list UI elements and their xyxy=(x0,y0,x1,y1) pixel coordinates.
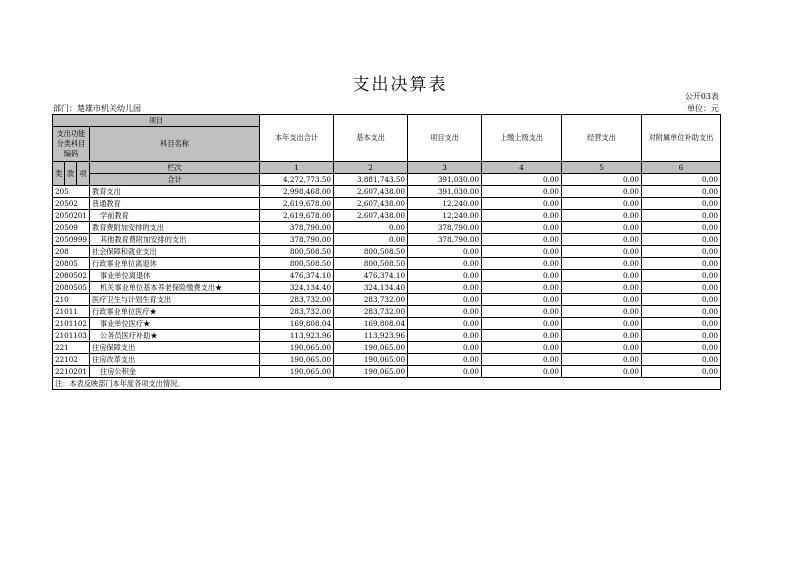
table-row xyxy=(53,354,721,366)
row-name: 公务员医疗补助★ xyxy=(90,330,260,342)
header-row-lanci xyxy=(53,162,721,174)
row-upper: 0.00 xyxy=(482,258,562,270)
row-project: 378,790.00 xyxy=(408,234,482,246)
row-basic: 800,508.50 xyxy=(334,246,408,258)
row-basic: 2,607,438.00 xyxy=(334,186,408,198)
row-subsidy: 0.00 xyxy=(642,198,721,210)
row-total: 190,065.00 xyxy=(260,366,334,378)
table-row xyxy=(53,306,721,318)
total-label: 合计 xyxy=(90,174,260,186)
row-basic: 0.00 xyxy=(334,222,408,234)
row-name: 教育支出 xyxy=(90,186,260,198)
table-row xyxy=(53,342,721,354)
row-upper: 0.00 xyxy=(482,270,562,282)
row-basic: 190,065.00 xyxy=(334,354,408,366)
row-code: 221 xyxy=(53,342,90,354)
table-row xyxy=(53,282,721,294)
row-project: 391,030.00 xyxy=(408,186,482,198)
row-operate: 0.00 xyxy=(562,354,642,366)
row-upper: 0.00 xyxy=(482,246,562,258)
row-project: 0.00 xyxy=(408,246,482,258)
row-project: 0.00 xyxy=(408,318,482,330)
row-operate: 0.00 xyxy=(562,282,642,294)
total-basic: 3,881,743.50 xyxy=(334,174,408,186)
row-name: 行政事业单位医疗★ xyxy=(90,306,260,318)
row-upper: 0.00 xyxy=(482,234,562,246)
row-project: 0.00 xyxy=(408,294,482,306)
col-num-2: 2 xyxy=(334,162,408,174)
row-subsidy: 0.00 xyxy=(642,282,721,294)
header-col-total: 本年支出合计 xyxy=(260,115,334,162)
row-upper: 0.00 xyxy=(482,342,562,354)
row-basic: 169,808.04 xyxy=(334,318,408,330)
row-name: 事业单位医疗★ xyxy=(90,318,260,330)
header-col-project: 项目支出 xyxy=(408,115,482,162)
table-row xyxy=(53,210,721,222)
row-operate: 0.00 xyxy=(562,270,642,282)
row-name: 学前教育 xyxy=(90,210,260,222)
row-total: 476,374.10 xyxy=(260,270,334,282)
total-row xyxy=(53,174,721,186)
expenditure-table xyxy=(52,114,721,390)
header-subject-name: 科目名称 xyxy=(90,127,260,162)
header-lei: 类 xyxy=(53,162,65,186)
header-col-subsidy: 对附属单位补助支出 xyxy=(642,115,721,162)
row-total: 800,508.50 xyxy=(260,258,334,270)
row-total: 2,998,468.00 xyxy=(260,186,334,198)
row-total: 2,619,678.00 xyxy=(260,198,334,210)
row-basic: 476,374.10 xyxy=(334,270,408,282)
row-code: 20502 xyxy=(53,198,90,210)
row-project: 12,240.00 xyxy=(408,198,482,210)
row-total: 800,508.50 xyxy=(260,246,334,258)
row-code: 2050999 xyxy=(53,234,90,246)
row-total: 283,732.00 xyxy=(260,294,334,306)
table-note: 注：本表反映部门本年度各项支出情况。 xyxy=(53,378,721,390)
row-name: 社会保障和就业支出 xyxy=(90,246,260,258)
row-operate: 0.00 xyxy=(562,258,642,270)
page-title: 支出决算表 xyxy=(352,75,448,95)
row-name: 行政事业单位离退休 xyxy=(90,258,260,270)
row-subsidy: 0.00 xyxy=(642,246,721,258)
row-code: 205 xyxy=(53,186,90,198)
row-basic: 2,607,438.00 xyxy=(334,198,408,210)
table-row xyxy=(53,258,721,270)
row-upper: 0.00 xyxy=(482,186,562,198)
row-subsidy: 0.00 xyxy=(642,306,721,318)
table-row xyxy=(53,318,721,330)
row-subsidy: 0.00 xyxy=(642,294,721,306)
row-operate: 0.00 xyxy=(562,342,642,354)
row-total: 283,732.00 xyxy=(260,306,334,318)
row-project: 0.00 xyxy=(408,306,482,318)
row-upper: 0.00 xyxy=(482,198,562,210)
row-total: 324,134.40 xyxy=(260,282,334,294)
total-total: 4,272,773.50 xyxy=(260,174,334,186)
row-operate: 0.00 xyxy=(562,294,642,306)
row-basic: 800,508.50 xyxy=(334,258,408,270)
row-project: 0.00 xyxy=(408,354,482,366)
header-col-upper: 上缴上级支出 xyxy=(482,115,562,162)
table-row xyxy=(53,330,721,342)
header-lanci: 栏次 xyxy=(90,162,260,174)
table-row xyxy=(53,366,721,378)
row-code: 2080502 xyxy=(53,270,90,282)
row-operate: 0.00 xyxy=(562,222,642,234)
row-total: 378,790.00 xyxy=(260,234,334,246)
row-name: 住房保障支出 xyxy=(90,342,260,354)
row-subsidy: 0.00 xyxy=(642,318,721,330)
row-subsidy: 0.00 xyxy=(642,366,721,378)
row-subsidy: 0.00 xyxy=(642,342,721,354)
table-row xyxy=(53,198,721,210)
row-subsidy: 0.00 xyxy=(642,210,721,222)
table-row xyxy=(53,222,721,234)
header-xiang: 项 xyxy=(77,162,90,186)
row-project: 0.00 xyxy=(408,270,482,282)
row-operate: 0.00 xyxy=(562,306,642,318)
row-subsidy: 0.00 xyxy=(642,258,721,270)
row-upper: 0.00 xyxy=(482,318,562,330)
row-basic: 190,065.00 xyxy=(334,342,408,354)
note-row xyxy=(53,378,721,390)
row-operate: 0.00 xyxy=(562,318,642,330)
row-code: 2101102 xyxy=(53,318,90,330)
row-operate: 0.00 xyxy=(562,246,642,258)
header-func-code: 支出功能分类科目编码 xyxy=(53,127,90,162)
row-total: 2,619,678.00 xyxy=(260,210,334,222)
row-upper: 0.00 xyxy=(482,366,562,378)
row-total: 169,808.04 xyxy=(260,318,334,330)
row-operate: 0.00 xyxy=(562,210,642,222)
row-subsidy: 0.00 xyxy=(642,330,721,342)
total-operate: 0.00 xyxy=(562,174,642,186)
row-upper: 0.00 xyxy=(482,222,562,234)
row-basic: 283,732.00 xyxy=(334,306,408,318)
col-num-1: 1 xyxy=(260,162,334,174)
row-project: 12,240.00 xyxy=(408,210,482,222)
col-num-3: 3 xyxy=(408,162,482,174)
table-row xyxy=(53,270,721,282)
row-subsidy: 0.00 xyxy=(642,234,721,246)
header-kuan: 款 xyxy=(65,162,77,186)
row-subsidy: 0.00 xyxy=(642,222,721,234)
row-code: 210 xyxy=(53,294,90,306)
col-num-5: 5 xyxy=(562,162,642,174)
row-total: 190,065.00 xyxy=(260,342,334,354)
row-project: 0.00 xyxy=(408,330,482,342)
row-name: 机关事业单位基本养老保险缴费支出★ xyxy=(90,282,260,294)
row-project: 378,790.00 xyxy=(408,222,482,234)
form-code: 公开03表 xyxy=(684,92,719,101)
total-upper: 0.00 xyxy=(482,174,562,186)
row-name: 住房公积金 xyxy=(90,366,260,378)
row-project: 0.00 xyxy=(408,366,482,378)
header-col-operate: 经营支出 xyxy=(562,115,642,162)
row-basic: 324,134.40 xyxy=(334,282,408,294)
row-code: 2080505 xyxy=(53,282,90,294)
row-operate: 0.00 xyxy=(562,186,642,198)
row-operate: 0.00 xyxy=(562,330,642,342)
header-item: 项目 xyxy=(53,115,260,127)
table-row xyxy=(53,294,721,306)
row-total: 378,790.00 xyxy=(260,222,334,234)
row-code: 20805 xyxy=(53,258,90,270)
row-project: 0.00 xyxy=(408,258,482,270)
row-name: 住房改革支出 xyxy=(90,354,260,366)
row-basic: 283,732.00 xyxy=(334,294,408,306)
row-code: 22102 xyxy=(53,354,90,366)
row-name: 医疗卫生与计划生育支出 xyxy=(90,294,260,306)
col-num-4: 4 xyxy=(482,162,562,174)
row-project: 0.00 xyxy=(408,342,482,354)
table-row xyxy=(53,186,721,198)
row-basic: 190,065.00 xyxy=(334,366,408,378)
row-name: 教育费附加安排的支出 xyxy=(90,222,260,234)
header-row-1 xyxy=(53,115,721,127)
row-total: 190,065.00 xyxy=(260,354,334,366)
total-project: 391,030.00 xyxy=(408,174,482,186)
row-code: 2210201 xyxy=(53,366,90,378)
unit-label: 单位：元 xyxy=(687,104,719,113)
row-operate: 0.00 xyxy=(562,198,642,210)
row-basic: 113,923.96 xyxy=(334,330,408,342)
table-row xyxy=(53,246,721,258)
row-operate: 0.00 xyxy=(562,234,642,246)
row-project: 0.00 xyxy=(408,282,482,294)
row-subsidy: 0.00 xyxy=(642,186,721,198)
row-upper: 0.00 xyxy=(482,330,562,342)
row-name: 其他教育费附加安排的支出 xyxy=(90,234,260,246)
table-row xyxy=(53,234,721,246)
row-code: 2101103 xyxy=(53,330,90,342)
row-code: 2050201 xyxy=(53,210,90,222)
row-basic: 0.00 xyxy=(334,234,408,246)
row-upper: 0.00 xyxy=(482,294,562,306)
row-basic: 2,607,438.00 xyxy=(334,210,408,222)
row-code: 21011 xyxy=(53,306,90,318)
row-subsidy: 0.00 xyxy=(642,270,721,282)
row-upper: 0.00 xyxy=(482,282,562,294)
department-label: 部门：楚雄市机关幼儿园 xyxy=(53,104,141,113)
col-num-6: 6 xyxy=(642,162,721,174)
row-upper: 0.00 xyxy=(482,354,562,366)
row-code: 208 xyxy=(53,246,90,258)
row-subsidy: 0.00 xyxy=(642,354,721,366)
row-code: 20509 xyxy=(53,222,90,234)
row-upper: 0.00 xyxy=(482,210,562,222)
row-name: 普通教育 xyxy=(90,198,260,210)
row-name: 事业单位离退休 xyxy=(90,270,260,282)
row-operate: 0.00 xyxy=(562,366,642,378)
row-upper: 0.00 xyxy=(482,306,562,318)
total-subsidy: 0.00 xyxy=(642,174,721,186)
header-col-basic: 基本支出 xyxy=(334,115,408,162)
row-total: 113,923.96 xyxy=(260,330,334,342)
